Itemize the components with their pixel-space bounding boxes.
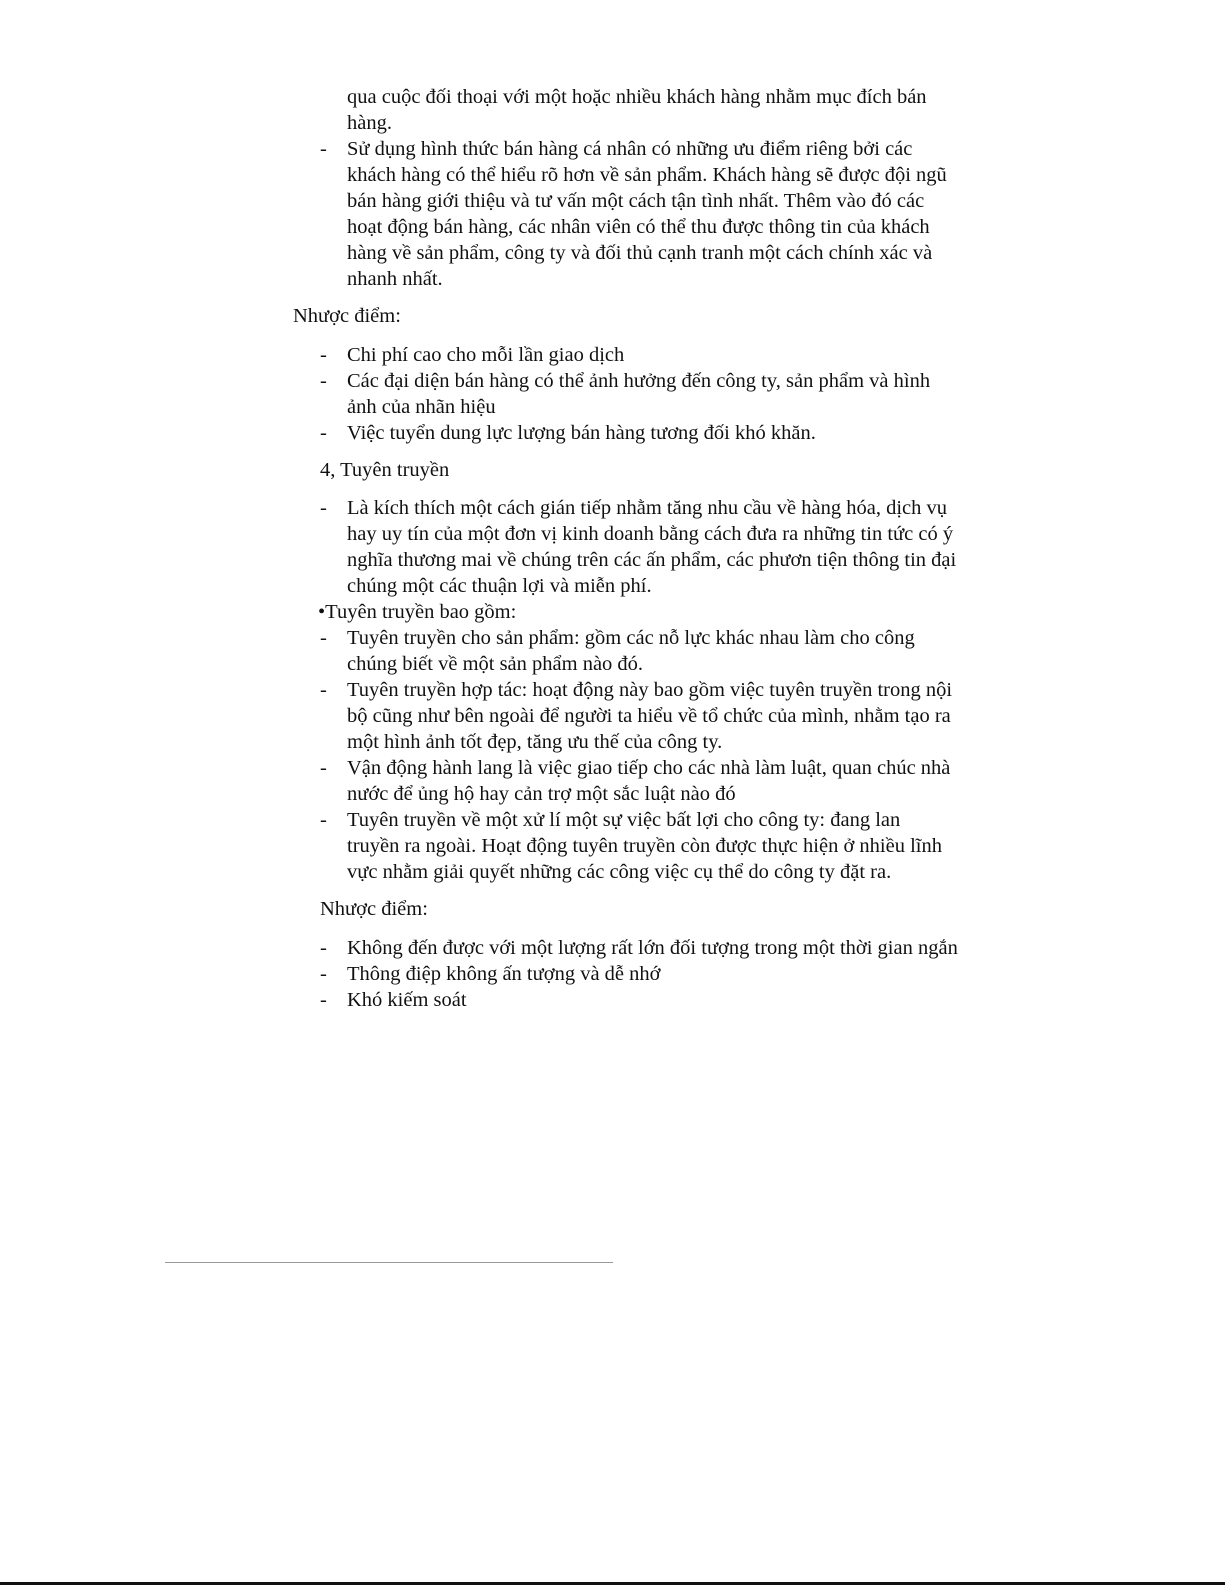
- list-dash: -: [320, 370, 327, 392]
- paragraph-line: Là kích thích một cách gián tiếp nhằm tăng nhu cầu về hàng hóa, dịch vụ: [347, 497, 948, 519]
- paragraph-line: chúng một các thuận lợi và miễn phí.: [347, 575, 652, 597]
- list-item: Khó kiếm soát: [347, 989, 467, 1011]
- paragraph-line: hàng về sản phẩm, công ty và đối thủ cạnh tranh một cách chính xác và: [347, 242, 933, 264]
- list-item: nước để ủng hộ hay cản trợ một sắc luật nào đó: [347, 783, 736, 805]
- list-item: chúng biết về một sản phẩm nào đó.: [347, 653, 644, 675]
- list-item: một hình ảnh tốt đẹp, tăng ưu thế của công ty.: [347, 731, 723, 753]
- list-item: Các đại diện bán hàng có thể ảnh hưởng đến công ty, sản phẩm và hình: [347, 370, 931, 392]
- paragraph-line: Sử dụng hình thức bán hàng cá nhân có những ưu điểm riêng bởi các: [347, 138, 913, 160]
- list-item: Thông điệp không ấn tượng và dễ nhớ: [347, 963, 661, 985]
- list-item: Chi phí cao cho mỗi lần giao dịch: [347, 344, 625, 366]
- list-item: Tuyên truyền cho sản phẩm: gồm các nỗ lực khác nhau làm cho công: [347, 627, 915, 649]
- section-heading: Nhược điểm:: [293, 305, 401, 327]
- list-dash: -: [320, 989, 327, 1011]
- list-item: Việc tuyển dung lực lượng bán hàng tương đối khó khăn.: [347, 422, 816, 444]
- list-item: Vận động hành lang là việc giao tiếp cho các nhà làm luật, quan chúc nhà: [347, 757, 951, 779]
- list-item: ảnh của nhãn hiệu: [347, 396, 496, 418]
- list-dash: -: [320, 422, 327, 444]
- paragraph-line: khách hàng có thể hiểu rõ hơn về sản phẩm. Khách hàng sẽ được đội ngũ: [347, 164, 947, 186]
- list-item: truyền ra ngoài. Hoạt động tuyên truyền còn được thực hiện ở nhiều lĩnh: [347, 835, 942, 857]
- paragraph-line: nhanh nhất.: [347, 268, 443, 290]
- list-dash: -: [320, 497, 327, 519]
- paragraph-line: bán hàng giới thiệu và tư vấn một cách tận tình nhất. Thêm vào đó các: [347, 190, 925, 212]
- list-dash: -: [320, 138, 327, 160]
- list-dash: -: [320, 937, 327, 959]
- list-item: bộ cũng như bên ngoài để người ta hiểu về tổ chức của mình, nhằm tạo ra: [347, 705, 951, 727]
- paragraph-line: hay uy tín của một đơn vị kinh doanh bằng cách đưa ra những tin tức có ý: [347, 523, 954, 545]
- footnote-separator: [165, 1262, 613, 1263]
- list-dash: -: [320, 344, 327, 366]
- list-dash: -: [320, 757, 327, 779]
- paragraph-line: hàng.: [347, 112, 392, 134]
- section-title: 4, Tuyên truyền: [320, 459, 450, 481]
- list-dash: -: [320, 627, 327, 649]
- list-item: Tuyên truyền về một xử lí một sự việc bất lợi cho công ty: đang lan: [347, 809, 901, 831]
- list-dash: -: [320, 679, 327, 701]
- bullet-heading: •Tuyên truyền bao gồm:: [318, 601, 517, 623]
- list-item: vực nhằm giải quyết những các công việc cụ thể do công ty đặt ra.: [347, 861, 892, 883]
- list-dash: -: [320, 809, 327, 831]
- list-item: Tuyên truyền hợp tác: hoạt động này bao gồm việc tuyên truyền trong nội: [347, 679, 953, 701]
- paragraph-line: hoạt động bán hàng, các nhân viên có thể thu được thông tin của khách: [347, 216, 930, 238]
- list-item: Không đến được với một lượng rất lớn đối tượng trong một thời gian ngắn: [347, 937, 958, 959]
- section-heading: Nhược điểm:: [320, 898, 428, 920]
- paragraph-line: qua cuộc đối thoại với một hoặc nhiều khách hàng nhằm mục đích bán: [347, 86, 927, 108]
- list-dash: -: [320, 963, 327, 985]
- paragraph-line: nghĩa thương mai về chúng trên các ấn phẩm, các phươn tiện thông tin đại: [347, 549, 957, 571]
